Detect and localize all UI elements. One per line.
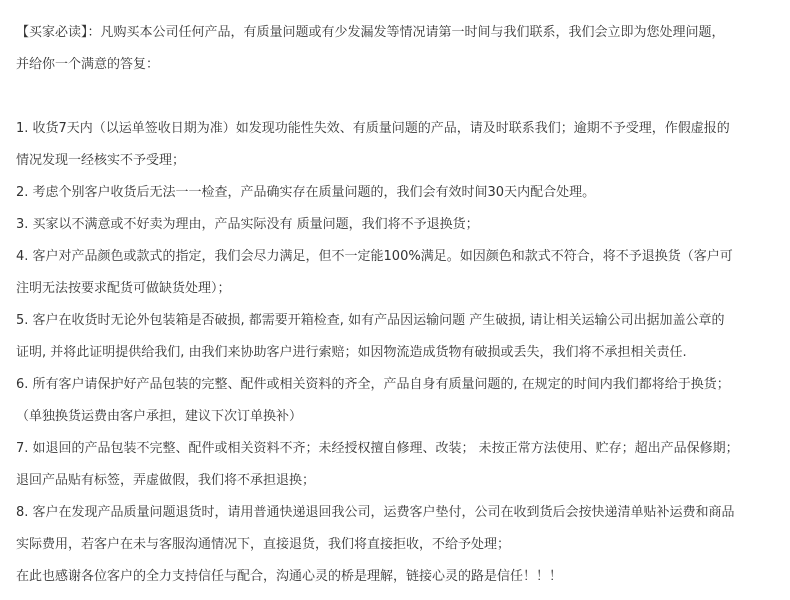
rule-2: 2. 考虑个别客户收货后无法一一检查，产品确实存在质量问题的，我们会有效时间30天内配合处理。 [16,185,596,200]
rule-6-line-1: 6. 所有客户请保护好产品包装的完整、配件或相关资料的齐全，产品自身有质量问题的, 在规定的时间内我们都将给于换货； [16,377,730,392]
rule-6-line-2: （单独换货运费由客户承担，建议下次订单换补） [16,409,303,424]
rule-3: 3. 买家以不满意或不好卖为理由，产品实际没有 质量问题，我们将不予退换货； [16,217,479,232]
rule-8-line-2: 实际费用，若客户在未与客服沟通情况下，直接退货，我们将直接拒收，不给予处理； [16,537,511,552]
rule-7-line-2: 退回产品贴有标签，弄虚做假，我们将不承担退换； [16,473,316,488]
rule-4-line-1: 4. 客户对产品颜色或款式的指定，我们会尽力满足，但不一定能100%满足。如因颜色和款式不符合，将不予退换货（客户可 [16,249,733,264]
closing-line: 在此也感谢各位客户的全力支持信任与配合，沟通心灵的桥是理解，链接心灵的路是信任！！！ [16,569,563,584]
rule-8-line-1: 8. 客户在发现产品质量问题退货时，请用普通快递退回我公司，运费客户垫付，公司在收到货后会按快递清单贴补运费和商品 [16,505,735,520]
rule-5-line-1: 5. 客户在收货时无论外包装箱是否破损, 都需要开箱检查, 如有产品因运输问题 产生破损, 请让相关运输公司出据加盖公章的 [16,313,725,328]
rule-1-line-2: 情况发现一经核实不予受理； [16,153,186,168]
intro-line-1: 【买家必读】：凡购买本公司任何产品，有质量问题或有少发漏发等情况请第一时间与我们联系，我们会立即为您处理问题， [16,25,725,40]
intro-line-2: 并给你一个满意的答复： [16,57,160,72]
rule-7-line-1: 7. 如退回的产品包装不完整、配件或相关资料不齐；未经授权擅自修理、改装； 未按正常方法使用、贮存；超出产品保修期； [16,441,739,456]
rule-1-line-1: 1. 收货7天内（以运单签收日期为准）如发现功能性失效、有质量问题的产品，请及时联系我们；逾期不予受理，作假虚报的 [16,121,730,136]
rule-4-line-2: 注明无法按要求配货可做缺货处理）； [16,281,231,296]
rule-5-line-2: 证明, 并将此证明提供给我们, 由我们来协助客户进行索赔；如因物流造成货物有破损或丢失，我们将不承担相关责任. [16,345,687,360]
